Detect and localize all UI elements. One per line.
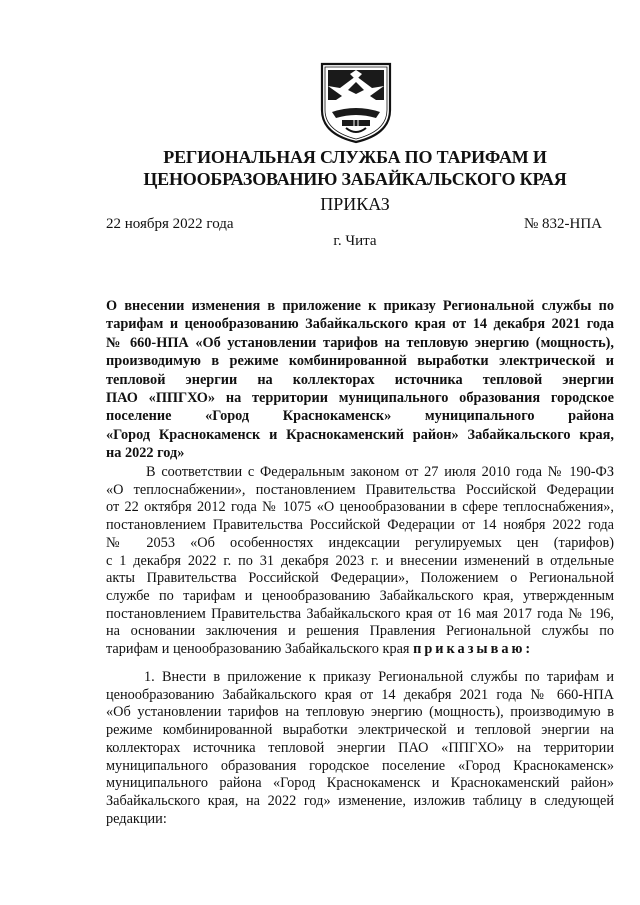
paragraph-line: на основании заключения и решения Правления Региональной службы по [106,623,614,640]
paragraph-line: акты Правительства Российской Федерации», Положением о Региональной [106,570,614,587]
paragraph-line: «Об установлении тарифов на тепловую энергию (мощность), производимую в [106,704,614,721]
heading-line: «Город Краснокаменск и Краснокаменский район» Забайкальского края, [106,426,614,443]
order-heading [106,297,614,463]
paragraph-line: В соответствии с Федеральным законом от 27 июля 2010 года № 190-ФЗ [146,464,614,480]
paragraph-line [106,641,614,659]
preamble-paragraph [106,464,614,659]
heading-line: производимую в режиме комбинированной выработки электрической и [106,353,614,370]
coat-of-arms-icon [318,60,394,144]
paragraph-line: редакции: [106,810,167,827]
paragraph-line: № 2053 «Об особенностях индексации регулируемых цен (тарифов) [106,534,614,551]
paragraph-line-text: тарифам и ценообразованию Забайкальского края [106,641,414,658]
clause-1-paragraph [106,669,614,828]
organization-title [60,146,640,190]
heading-line: тепловой энергии на коллекторах источника тепловой энергии [106,371,614,388]
document-city: г. Чита [333,233,377,249]
document-number: № 832-НПА [523,216,602,232]
paragraph-line: Забайкальского края, на 2022 год» изменение, изложив таблицу в следующей [106,792,614,809]
paragraph-line: 1. Внести в приложение к приказу Региональной службы по тарифам и [144,669,614,685]
heading-line: тарифам и ценообразованию Забайкальского края от 14 декабря 2021 года [106,316,614,333]
heading-line: поселение «Город Краснокаменск» муниципального района [106,408,614,425]
document-type: ПРИКАЗ [320,194,390,214]
order-word: приказываю: [413,641,534,658]
paragraph-line: постановлением Правительства Российской Федерации от 14 ноября 2022 года [106,517,614,534]
heading-line: № 660-НПА «Об установлении тарифов на тепловую энергию (мощность), [106,334,614,351]
paragraph-line: службе по тарифам и ценообразованию Забайкальского края, утвержденным [106,587,614,604]
heading-line: О внесении изменения в приложение к приказу Региональной службы по [106,298,614,314]
paragraph-line: ценообразованию Забайкальского края от 14 декабря 2021 года № 660-НПА [106,686,614,703]
document-date: 22 ноября 2022 года [106,216,234,232]
paragraph-line: муниципального образования городское поселение «Город Краснокаменск» [106,757,614,774]
paragraph-line: от 22 октября 2012 года № 1075 «О ценообразовании в сфере теплоснабжения», [106,499,614,516]
heading-line: на 2022 год» [106,445,185,462]
paragraph-line: муниципального района «Город Краснокаменск и Краснокаменский район» [106,775,614,792]
paragraph-line: коллекторах источника тепловой энергии ПАО «ППГХО» на территории [106,739,614,756]
org-title-line: ЦЕНООБРАЗОВАНИЮ ЗАБАЙКАЛЬСКОГО КРАЯ [143,169,567,189]
paragraph-line: режиме комбинированной выработки электрической и тепловой энергии на [106,722,614,739]
paragraph-line: «О теплоснабжении», постановлением Правительства Российской Федерации [106,481,614,498]
paragraph-line: постановлением Правительства Забайкальского края от 16 мая 2017 года № 196, [106,605,614,622]
heading-line: ПАО «ППГХО» на территории муниципального образования городское [106,390,614,407]
paragraph-line: с 1 декабря 2022 г. по 31 декабря 2023 г. и внесении изменений в отдельные [106,552,614,569]
org-title-line: РЕГИОНАЛЬНАЯ СЛУЖБА ПО ТАРИФАМ И [163,147,547,167]
